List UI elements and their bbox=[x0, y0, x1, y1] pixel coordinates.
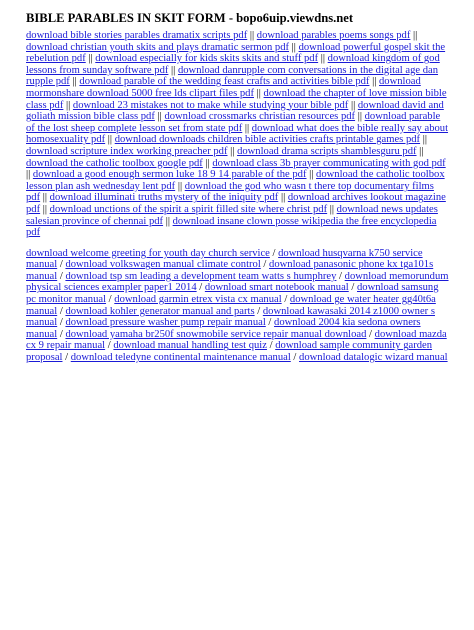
links-paragraph-parables bbox=[26, 30, 450, 239]
download-link[interactable]: download datalogic wizard manual bbox=[299, 352, 448, 364]
download-link[interactable]: download insane clown posse wikipedia the free encyclopedia pdf bbox=[26, 215, 437, 239]
download-link[interactable]: download especially for kids skits skits and stuff pdf bbox=[95, 53, 319, 65]
link-separator: || bbox=[202, 157, 213, 169]
download-link[interactable]: download drama scripts shamblesguru pdf bbox=[237, 145, 417, 157]
link-separator: || bbox=[318, 53, 328, 65]
download-link[interactable]: download kawasaki 2014 z1000 owner s manual bbox=[26, 305, 435, 329]
download-link[interactable]: download welcome greeting for youth day church service bbox=[26, 247, 270, 259]
link-separator: || bbox=[254, 87, 264, 99]
download-link[interactable]: download mormonshare download 5000 free lds clipart files pdf bbox=[26, 76, 421, 99]
download-link[interactable]: download kohler generator manual and parts bbox=[65, 305, 255, 317]
link-separator: || bbox=[154, 111, 165, 123]
link-separator: / bbox=[254, 305, 263, 317]
link-separator: || bbox=[69, 76, 80, 88]
download-link[interactable]: download parable of the wedding feast crafts and activities bible pdf bbox=[79, 76, 370, 88]
download-link[interactable]: download yamaha br250f snowmobile service repair manual download bbox=[65, 328, 367, 340]
download-link[interactable]: download scripture index working preacher pdf bbox=[26, 145, 228, 157]
download-link[interactable]: download downloads children bible activities crafts printable games pdf bbox=[114, 134, 421, 146]
link-separator: || bbox=[327, 203, 337, 215]
link-separator: || bbox=[416, 145, 424, 157]
link-separator: / bbox=[336, 270, 345, 282]
download-link[interactable]: download a good enough sermon luke 18 9 14 parable of the pdf bbox=[32, 169, 307, 181]
download-link[interactable]: download smart notebook manual bbox=[204, 282, 349, 294]
download-link[interactable]: download christian youth skits and plays dramatic sermon pdf bbox=[26, 41, 290, 53]
download-link[interactable]: download danrupple com conversations in the digital age dan rupple pdf bbox=[26, 64, 439, 88]
download-link[interactable]: download parable of the lost sheep complete lesson set from state pdf bbox=[26, 111, 441, 134]
link-separator: || bbox=[26, 169, 33, 181]
link-separator: || bbox=[369, 76, 379, 88]
link-separator: / bbox=[196, 282, 205, 294]
link-separator: || bbox=[227, 145, 238, 157]
link-separator: / bbox=[348, 282, 357, 294]
link-separator: || bbox=[63, 99, 73, 111]
link-separator: / bbox=[269, 247, 279, 259]
link-separator: || bbox=[278, 192, 288, 204]
link-separator: / bbox=[57, 328, 66, 340]
download-link[interactable]: download archives lookout magazine pdf bbox=[26, 192, 446, 215]
download-link[interactable]: download sample community garden proposal bbox=[26, 340, 433, 364]
download-link[interactable]: download 23 mistakes not to make while studying your bible pdf bbox=[72, 99, 349, 111]
link-separator: || bbox=[168, 64, 178, 76]
download-link[interactable]: download mazda cx 9 repair manual bbox=[26, 328, 447, 352]
link-separator: / bbox=[57, 305, 66, 317]
link-separator: / bbox=[62, 352, 71, 364]
link-separator: / bbox=[57, 317, 66, 329]
download-link[interactable]: download garmin etrex vista cx manual bbox=[114, 294, 282, 306]
download-link[interactable]: download kingdom of god lessons from sunday software pdf bbox=[26, 53, 440, 76]
download-link[interactable]: download powerful gospel skit the rebelution pdf bbox=[26, 41, 446, 65]
download-link[interactable]: download bible stories parables dramatix scripts pdf bbox=[26, 30, 248, 41]
download-link[interactable]: download 2004 kia sedona owners manual bbox=[26, 317, 421, 340]
download-link[interactable]: download what does the bible really say about homosexuality pdf bbox=[26, 122, 449, 146]
link-separator: || bbox=[40, 203, 50, 215]
link-separator: / bbox=[57, 270, 66, 282]
download-link[interactable]: download the catholic toolbox google pdf bbox=[26, 157, 203, 169]
link-separator: / bbox=[281, 294, 290, 306]
link-separator: || bbox=[306, 169, 317, 181]
download-link[interactable]: download the god who wasn t there top documentary films pdf bbox=[26, 180, 434, 204]
download-link[interactable]: download news updates salesian province of chennai pdf bbox=[26, 203, 438, 227]
link-separator: / bbox=[57, 259, 66, 271]
download-link[interactable]: download memorundum physical sciences exampler paper1 2014 bbox=[26, 270, 449, 294]
link-separator: || bbox=[348, 99, 358, 111]
link-separator: / bbox=[366, 328, 375, 340]
link-separator: || bbox=[242, 122, 252, 134]
download-link[interactable]: download ge water heater gg40t6a manual bbox=[26, 294, 436, 317]
download-link[interactable]: download david and goliath mission bible class pdf bbox=[26, 99, 444, 123]
download-link[interactable]: download unctions of the spirit a spirit filled site where christ pdf bbox=[49, 203, 328, 215]
download-link[interactable]: download panasonic phone kx tga101s manual bbox=[26, 259, 434, 282]
download-link[interactable]: download pressure washer pump repair manual bbox=[65, 317, 266, 329]
download-link[interactable]: download illuminati truths mystery of the iniquity pdf bbox=[49, 192, 279, 204]
download-link[interactable]: download parables poems songs pdf bbox=[256, 30, 411, 41]
download-link[interactable]: download crossmarks christian resources pdf bbox=[164, 111, 356, 123]
link-separator: || bbox=[355, 111, 365, 123]
link-separator: || bbox=[247, 30, 257, 41]
link-separator: / bbox=[105, 340, 114, 352]
link-separator: / bbox=[106, 294, 115, 306]
link-separator: || bbox=[289, 41, 299, 53]
download-link[interactable]: download volkswagen manual climate control bbox=[65, 259, 261, 271]
links-paragraph-manuals bbox=[26, 248, 450, 364]
link-separator: || bbox=[163, 215, 173, 227]
link-separator: || bbox=[175, 180, 185, 192]
link-separator: || bbox=[410, 30, 418, 41]
download-link[interactable]: download the chapter of love mission bible class pdf bbox=[26, 87, 447, 111]
download-link[interactable]: download tsp sm leading a development team watts s humphrey bbox=[65, 270, 337, 282]
link-separator: || bbox=[420, 134, 427, 146]
link-separator: / bbox=[266, 340, 276, 352]
link-separator: / bbox=[265, 317, 275, 329]
download-link[interactable]: download the catholic toolbox lesson plan ash wednesday lent pdf bbox=[26, 169, 445, 192]
link-separator: / bbox=[290, 352, 300, 364]
download-link[interactable]: download class 3b prayer communicating with god pdf bbox=[212, 157, 446, 169]
page-title: BIBLE PARABLES IN SKIT FORM - bopo6uip.viewdns.net bbox=[26, 11, 354, 25]
link-separator: || bbox=[105, 134, 115, 146]
download-link[interactable]: download manual handling test quiz bbox=[113, 340, 267, 352]
download-link[interactable]: download teledyne continental maintenance manual bbox=[70, 352, 291, 364]
link-separator: || bbox=[40, 192, 50, 204]
download-link[interactable]: download samsung pc monitor manual bbox=[26, 282, 439, 306]
link-separator: / bbox=[260, 259, 270, 271]
download-link[interactable]: download husqvarna k750 service manual bbox=[26, 247, 423, 271]
link-separator: || bbox=[85, 53, 96, 65]
